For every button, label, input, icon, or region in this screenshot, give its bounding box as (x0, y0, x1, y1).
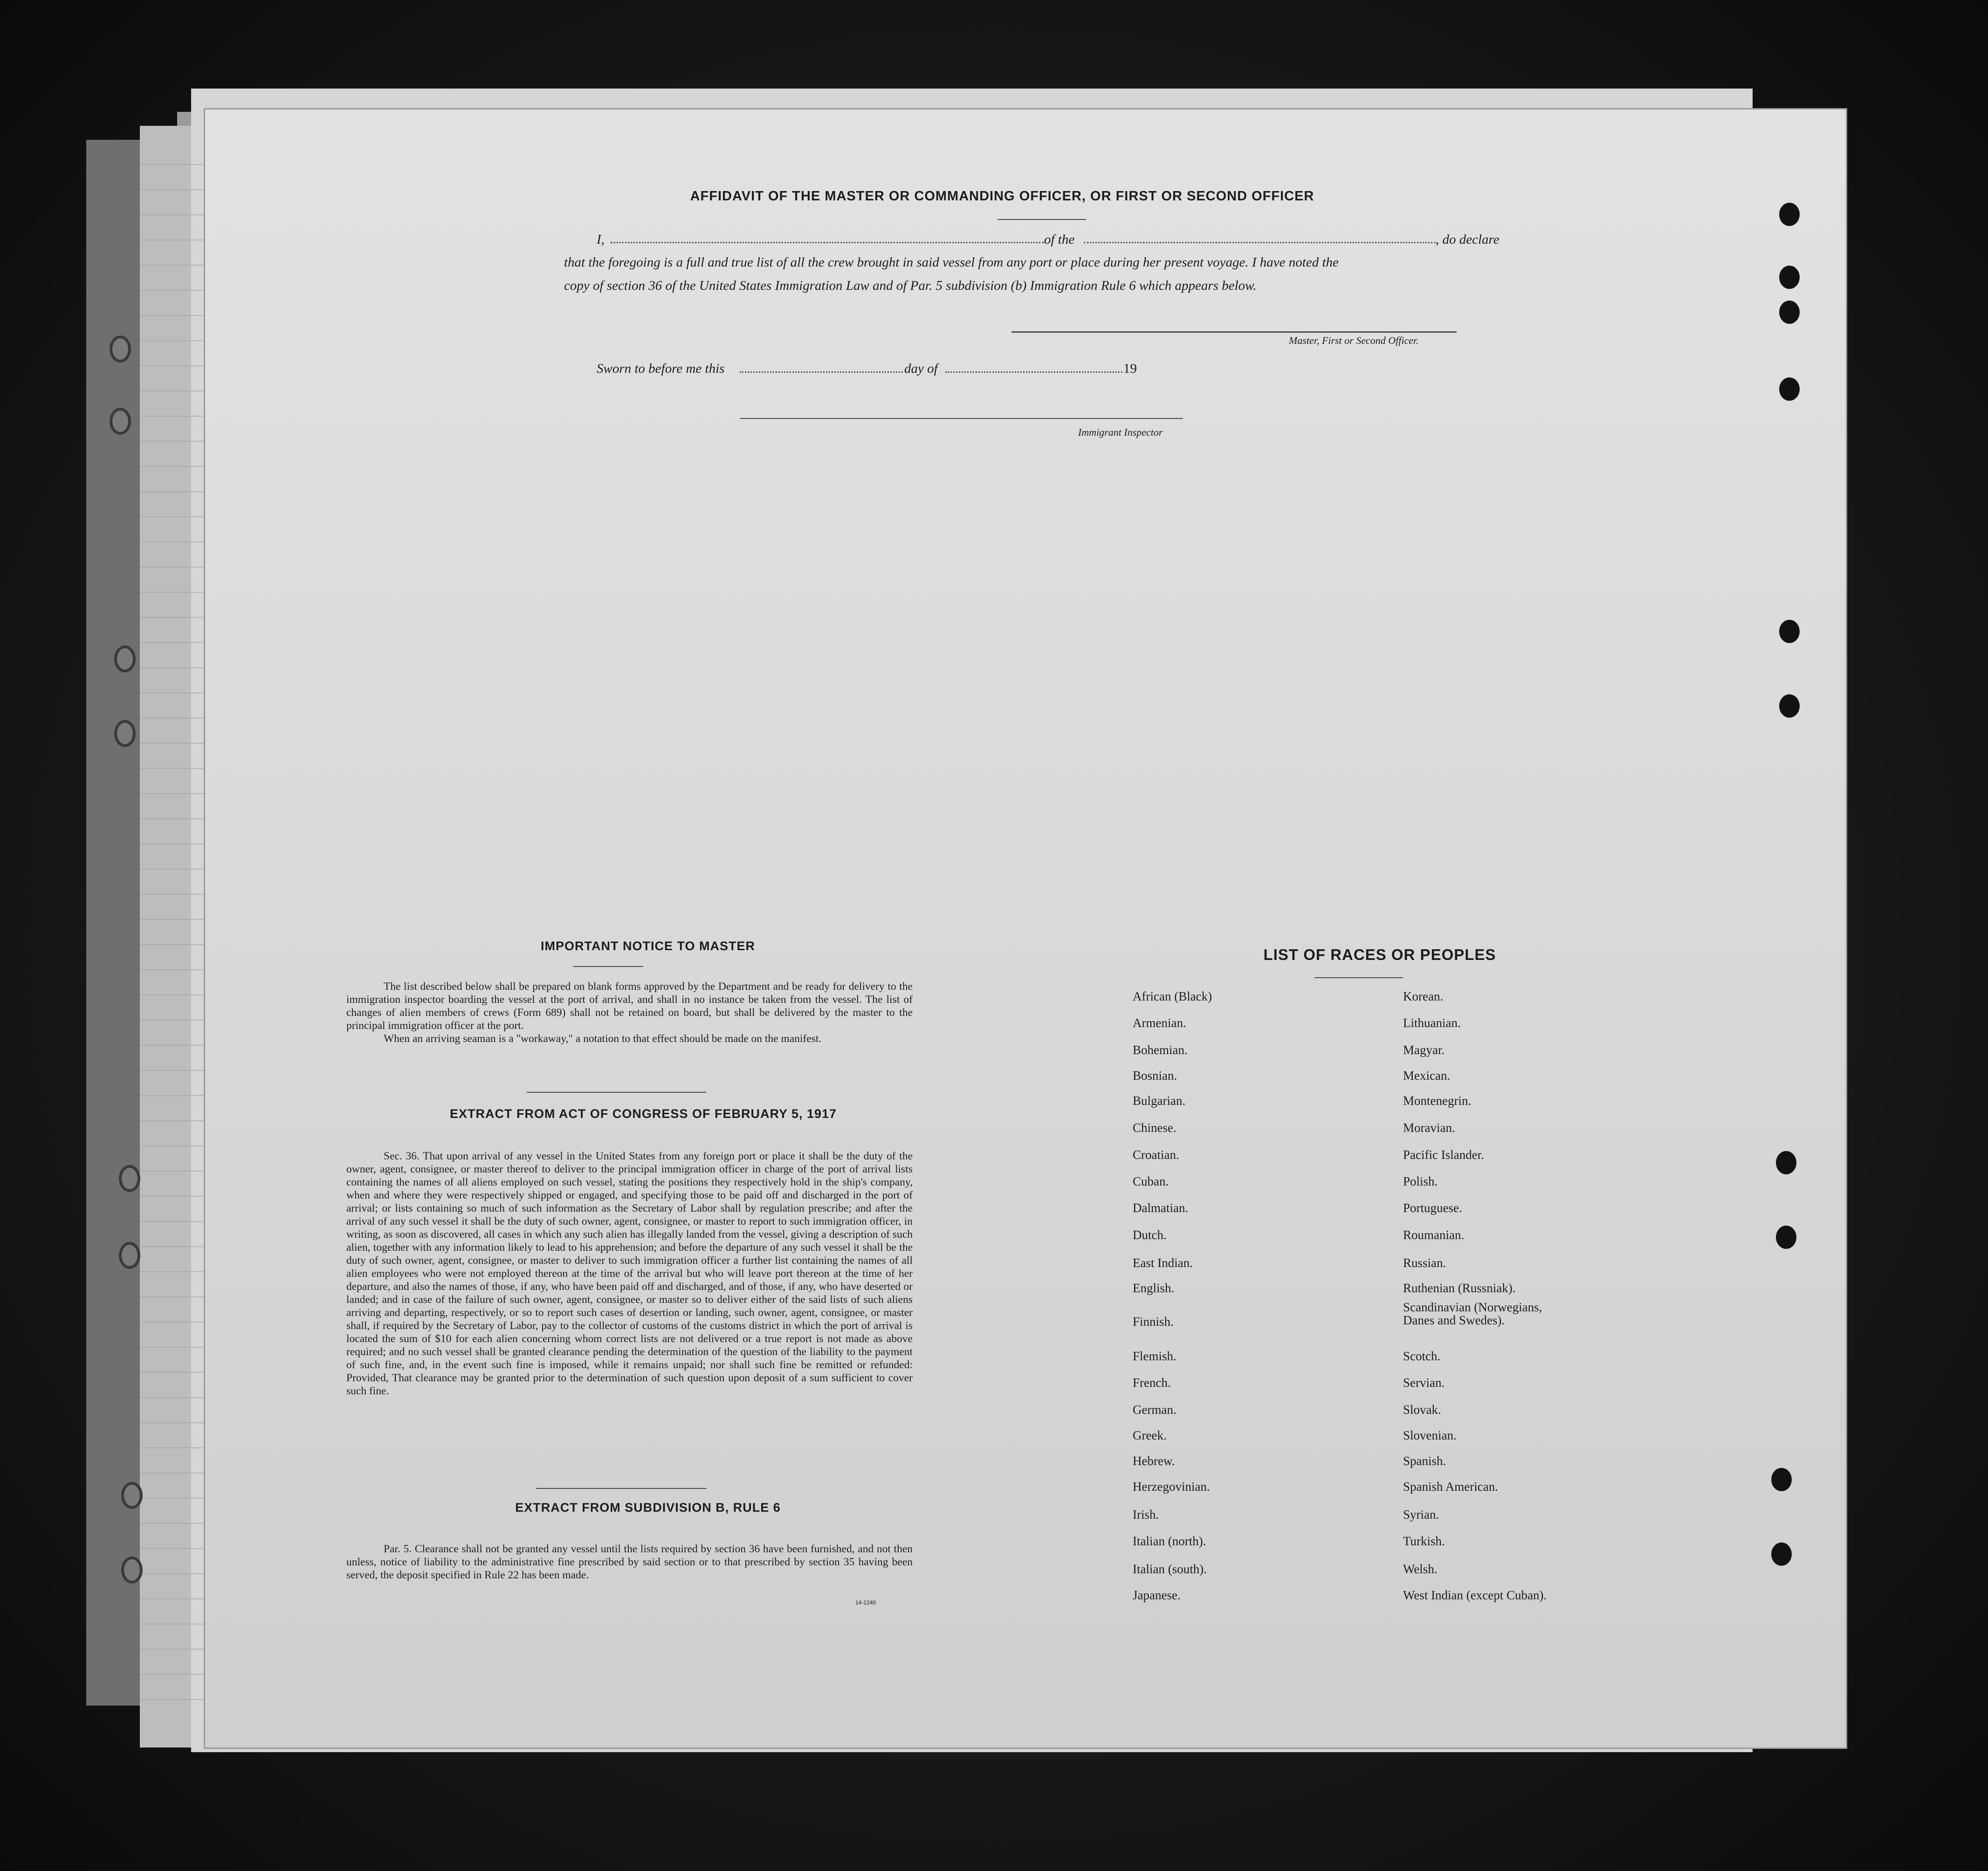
punch-hole-icon (1779, 301, 1800, 324)
race-list-item: Bosnian. (1133, 1069, 1177, 1083)
affidavit-declare-label: , do declare (1436, 232, 1500, 247)
binder-ring-icon (114, 645, 136, 672)
race-list-item: French. (1133, 1376, 1171, 1390)
race-list-item: Syrian. (1403, 1508, 1439, 1521)
year-prefix: 19 (1123, 361, 1137, 376)
race-list-item: Slovenian. (1403, 1428, 1457, 1442)
race-list-item: Scandinavian (Norwegians, Danes and Swedes). (1403, 1300, 1542, 1327)
divider (1314, 977, 1403, 978)
notice-title: IMPORTANT NOTICE TO MASTER (541, 939, 755, 953)
vessel-name-field[interactable] (1084, 242, 1436, 243)
punch-hole-icon (1779, 620, 1800, 643)
race-list-item: Italian (north). (1133, 1534, 1206, 1548)
binder-ring-icon (110, 408, 131, 435)
master-caption: Master, First or Second Officer. (1289, 335, 1419, 346)
race-list-item: Greek. (1133, 1428, 1167, 1442)
race-list-item: Cuban. (1133, 1174, 1169, 1188)
binder-ring-icon (121, 1556, 143, 1583)
race-list-item: Slovak. (1403, 1403, 1441, 1417)
binder-ring-icon (114, 720, 136, 747)
affidavit-i-label: I, (597, 232, 605, 247)
sworn-label: Sworn to before me this (597, 361, 725, 376)
race-list-item: Polish. (1403, 1174, 1438, 1188)
act-title: EXTRACT FROM ACT OF CONGRESS OF FEBRUARY 5, 1917 (449, 1107, 837, 1121)
race-list-item: Armenian. (1133, 1016, 1186, 1030)
notice-body (346, 980, 913, 1045)
affidavit-line-2: that the foregoing is a full and true list of all the crew brought in said vessel from any port or place during her present voyage. I have noted the (564, 255, 1339, 270)
punch-hole-icon (1771, 1468, 1792, 1491)
master-name-field[interactable] (611, 242, 1044, 243)
race-list-item: Lithuanian. (1403, 1016, 1461, 1030)
race-list-item: Welsh. (1403, 1562, 1438, 1576)
race-list-item: Finnish. (1133, 1315, 1174, 1329)
binder-ring-icon (110, 336, 131, 363)
race-list-item: Pacific Islander. (1403, 1148, 1484, 1162)
race-list-item: Bohemian. (1133, 1043, 1188, 1057)
master-signature-field[interactable] (1011, 331, 1457, 333)
punch-hole-icon (1779, 694, 1800, 718)
divider (536, 1488, 706, 1489)
affidavit-of-the-label: of the (1044, 232, 1075, 247)
inspector-signature-field[interactable] (740, 418, 1183, 419)
affidavit-title: AFFIDAVIT OF THE MASTER OR COMMANDING OFFICER, OR FIRST OR SECOND OFFICER (690, 189, 1314, 204)
race-list-item: Croatian. (1133, 1148, 1179, 1162)
race-list-item: Korean. (1403, 989, 1444, 1003)
race-list-item: Roumanian. (1403, 1228, 1465, 1242)
binder-ring-icon (121, 1482, 143, 1509)
race-list-item: Bulgarian. (1133, 1094, 1186, 1108)
race-list-item: Moravian. (1403, 1121, 1455, 1135)
race-list-item: Spanish American. (1403, 1480, 1498, 1494)
race-list-item: Scotch. (1403, 1349, 1441, 1363)
race-list-item: Russian. (1403, 1256, 1446, 1270)
punch-hole-icon (1779, 266, 1800, 289)
punch-hole-icon (1776, 1151, 1796, 1174)
punch-hole-icon (1771, 1542, 1792, 1566)
race-list-item: Hebrew. (1133, 1454, 1175, 1468)
binder-ring-icon (119, 1242, 140, 1269)
race-list-item: Irish. (1133, 1508, 1159, 1521)
notice-paragraph-2: When an arriving seaman is a "workaway," a notation to that effect should be made on the manifest. (384, 1033, 822, 1045)
rule-title: EXTRACT FROM SUBDIVISION B, RULE 6 (515, 1501, 781, 1515)
race-list-item: Dalmatian. (1133, 1201, 1189, 1215)
race-list-item: Japanese. (1133, 1588, 1181, 1602)
notice-paragraph-1: The list described below shall be prepared on blank forms approved by the Department and be ready for delivery to the immigration inspector boarding the vessel at the port of arrival, and shall in no instance be taken from the vessel. The list of changes of alien members of crews (Form 689) shall not be retained on board, but shall be delivered by the master to the principal immigration officer at the port. (346, 980, 913, 1032)
ledger-lines (140, 140, 205, 1724)
race-list-item: Servian. (1403, 1376, 1445, 1390)
punch-hole-icon (1776, 1226, 1796, 1249)
race-list-item: Montenegrin. (1403, 1094, 1472, 1108)
race-list-item: Dutch. (1133, 1228, 1167, 1242)
sworn-day-field[interactable] (740, 371, 903, 373)
race-list-item: Spanish. (1403, 1454, 1446, 1468)
race-list-item: Herzegovinian. (1133, 1480, 1210, 1494)
rule-body (346, 1542, 913, 1582)
act-body (346, 1150, 913, 1398)
form-number: 14-1240 (855, 1599, 876, 1606)
inspector-caption: Immigrant Inspector (1078, 426, 1163, 438)
race-list-item: Mexican. (1403, 1069, 1451, 1083)
divider (997, 219, 1086, 220)
race-list-item: African (Black) (1133, 989, 1212, 1003)
race-list-item: Ruthenian (Russniak). (1403, 1281, 1516, 1295)
sworn-month-field[interactable] (945, 371, 1122, 373)
race-list-item: Portuguese. (1403, 1201, 1462, 1215)
races-title: LIST OF RACES OR PEOPLES (1263, 946, 1496, 963)
affidavit-line-3: copy of section 36 of the United States Immigration Law and of Par. 5 subdivision (b) Immigration Rule 6 which appears below. (564, 278, 1257, 293)
race-list-item: German. (1133, 1403, 1176, 1417)
race-list-item: West Indian (except Cuban). (1403, 1588, 1547, 1602)
manifest-page (205, 110, 1846, 1748)
race-list-item: Magyar. (1403, 1043, 1445, 1057)
race-list-item: Turkish. (1403, 1534, 1445, 1548)
rule-paragraph-5: Par. 5. Clearance shall not be granted any vessel until the lists required by section 36 have been furnished, and not then unless, notice of liability to the administrative fine prescribed by said section or to that prescribed by section 35 having been served, the deposit specified in Rule 22 has been made. (346, 1543, 913, 1581)
race-list-item: Italian (south). (1133, 1562, 1207, 1576)
day-of-label: day of (904, 361, 938, 376)
act-section-36: Sec. 36. That upon arrival of any vessel in the United States from any foreign port or place it shall be the duty of the owner, agent, consignee, or master thereof to deliver to the principal immigration officer in charge of the port of arrival lists containing the names of all aliens employed on such vessel, stating the positions they respectively hold in the ship's company, when and where they were respectively shipped or engaged, and specifying those to be paid off and discharged in the port of arrival; or lists containing so much of such information as the Secretary of Labor shall by regulation prescribe; and after the arrival of any such vessel it shall be the duty of such owner, agent, consignee, or master to report to such immigration officer, in writing, as soon as discovered, all cases in which any such alien has illegally landed from the vessel, giving a description of such alien, together with any information likely to lead to his apprehension; and before the departure of any such vessel it shall be the duty of such owner, agent, consignee, or master to deliver to such immigration officer a further list containing the names of all alien employees who were not employed thereon at the time of the arrival but who will leave port thereon at the time of her departure, and also the names of those, if any, who have been paid off and discharged, and of those, if any, who have deserted or landed; and in case of the failure of such owner, agent, consignee, or master so to deliver either of the said lists of such aliens arriving and departing, respectively, or so to report such cases of desertion or landing, such owner, agent, consignee, or master shall, if required by the Secretary of Labor, pay to the collector of customs of the customs district in which the port of arrival is located the sum of $10 for each alien concerning whom correct lists are not delivered or a true report is not made as above required; and no such vessel shall be granted clearance pending the determination of the question of the liability to the payment of such fine, and, in the event such fine is imposed, while it remains unpaid; nor shall such fine be remitted or refunded: Provided, That clearance may be granted prior to the determination of such question upon deposit of a sum sufficient to cover such fine. (346, 1150, 913, 1397)
punch-hole-icon (1779, 377, 1800, 401)
race-list-item: Flemish. (1133, 1349, 1176, 1363)
binder-ring-icon (119, 1165, 140, 1192)
race-list-item: English. (1133, 1281, 1175, 1295)
divider (527, 1092, 706, 1093)
race-list-item: East Indian. (1133, 1256, 1193, 1270)
divider (573, 966, 643, 967)
punch-hole-icon (1779, 203, 1800, 226)
race-list-item: Chinese. (1133, 1121, 1176, 1135)
